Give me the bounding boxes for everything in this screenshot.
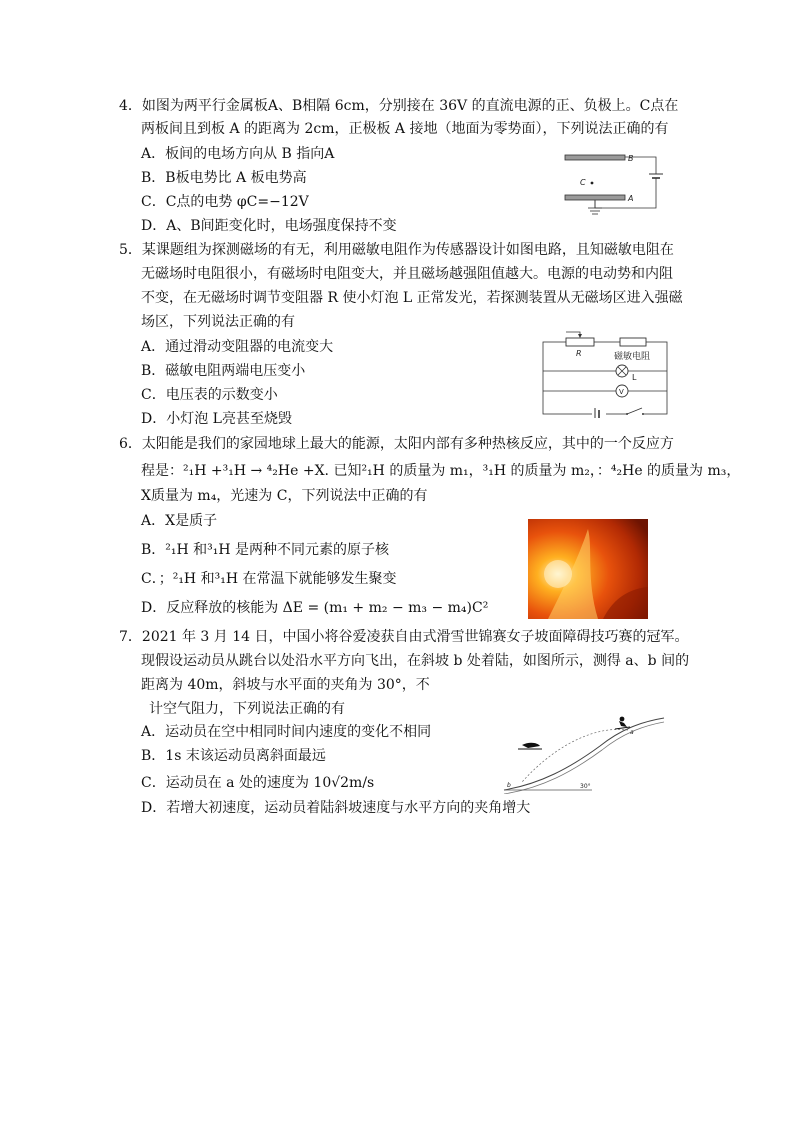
q5-stem-line-4: 场区，下列说法正确的有: [141, 314, 295, 330]
q4-label-c: C: [580, 178, 586, 187]
q7-option-d: D．若增大初速度，运动员着陆斜坡速度与水平方向的夹角增大: [141, 800, 531, 816]
q5-stem-line-2: 无磁场时电阻很小，有磁场时电阻变大，并且磁场越强阻值越大。电源的电动势和内阻: [141, 266, 673, 282]
q4-option-a: A．板间的电场方向从 B 指向A: [141, 146, 335, 162]
q7-ski-slope-diagram: [500, 708, 666, 794]
q5-option-a: A．通过滑动变阻器的电流变大: [141, 339, 334, 355]
q4-option-b: B．B板电势比 A 板电势高: [141, 170, 307, 186]
q4-label-b: B: [628, 154, 634, 163]
q5-label-l: L: [632, 373, 637, 382]
q5-stem-line-1: 5．某课题组为探测磁场的有无，利用磁敏电阻作为传感器设计如图电路，且知磁敏电阻在: [119, 242, 674, 258]
skier-icon: [615, 717, 630, 729]
q5-option-c: C．电压表的示数变小: [141, 387, 278, 403]
q7-option-a: A．运动员在空中相同时间内速度的变化不相同: [141, 724, 432, 740]
q5-label-v: V: [619, 388, 624, 396]
q6-option-b: B．²₁H 和³₁H 是两种不同元素的原子核: [141, 542, 390, 558]
q4-option-c: C．C点的电势 φC=−12V: [141, 194, 309, 210]
q4-label-a: A: [628, 194, 634, 203]
flying-skier-icon: [518, 743, 542, 749]
q5-option-b: B．磁敏电阻两端电压变小: [141, 363, 306, 379]
q6-stem-line-1: 6．太阳能是我们的家园地球上最大的能源，太阳内部有多种热核反应，其中的一个反应方: [119, 436, 674, 452]
q7-stem-line-3: 距离为 40m，斜坡与水平面的夹角为 30°，不: [141, 677, 430, 693]
q5-option-d: D．小灯泡 L亮甚至烧毁: [141, 411, 292, 427]
q4-point-c: [591, 182, 594, 185]
q7-label-a: a: [630, 729, 634, 736]
q5-stem-line-3: 不变，在无磁场时调节变阻器 R 使小灯泡 L 正常发光，若探测装置从无磁场区进入强磁: [141, 290, 683, 306]
q4-capacitor-diagram: [560, 146, 664, 216]
q7-label-angle: 30°: [580, 783, 591, 790]
q7-label-b: b: [507, 782, 511, 789]
q7-option-b: B．1s 末该运动员离斜面最远: [141, 748, 326, 764]
q7-stem-line-1: 7．2021 年 3 月 14 日，中国小将谷爱凌获自由式滑雪世锦赛女子坡面障碍技巧赛的冠军。: [119, 629, 689, 645]
q6-sun-image: [528, 519, 648, 619]
q6-option-d: D．反应释放的核能为 ΔE = (m₁ + m₂ − m₃ − m₄)C²: [141, 600, 489, 616]
q5-label-sensor: 磁敏电阻: [614, 352, 651, 362]
q4-stem-line-1: 4．如图为两平行金属板A、B相隔 6cm，分别接在 36V 的直流电源的正、负极上。C点在: [119, 98, 679, 114]
q7-stem-line-2: 现假设运动员从跳台以处沿水平方向飞出，在斜坡 b 处着陆，如图所示，测得 a、b 间的: [141, 653, 690, 669]
q4-option-d: D．A、B间距变化时，电场强度保持不变: [141, 218, 397, 234]
q6-stem-line-3: X质量为 m₄，光速为 C，下列说法中正确的有: [141, 488, 428, 504]
q5-label-r: R: [576, 349, 582, 358]
q4-stem-line-2: 两板间且到板 A 的距离为 2cm，正极板 A 接地（地面为零势面），下列说法正确的有: [141, 121, 669, 137]
q7-stem-line-4: 计空气阻力，下列说法正确的有: [149, 701, 345, 717]
q7-option-c: C．运动员在 a 处的速度为 10√2m/s: [141, 775, 375, 791]
q6-option-a: A．X是质子: [141, 513, 218, 529]
q5-circuit-diagram: [538, 328, 670, 418]
q6-option-c: C．；²₁H 和³₁H 在常温下就能够发生聚变: [141, 571, 397, 587]
q6-stem-line-2: 程是：²₁H +³₁H → ⁴₂He +X. 已知²₁H 的质量为 m₁，³₁H 的质量为 m₂，：⁴₂He 的质量为 m₃，: [141, 463, 741, 479]
